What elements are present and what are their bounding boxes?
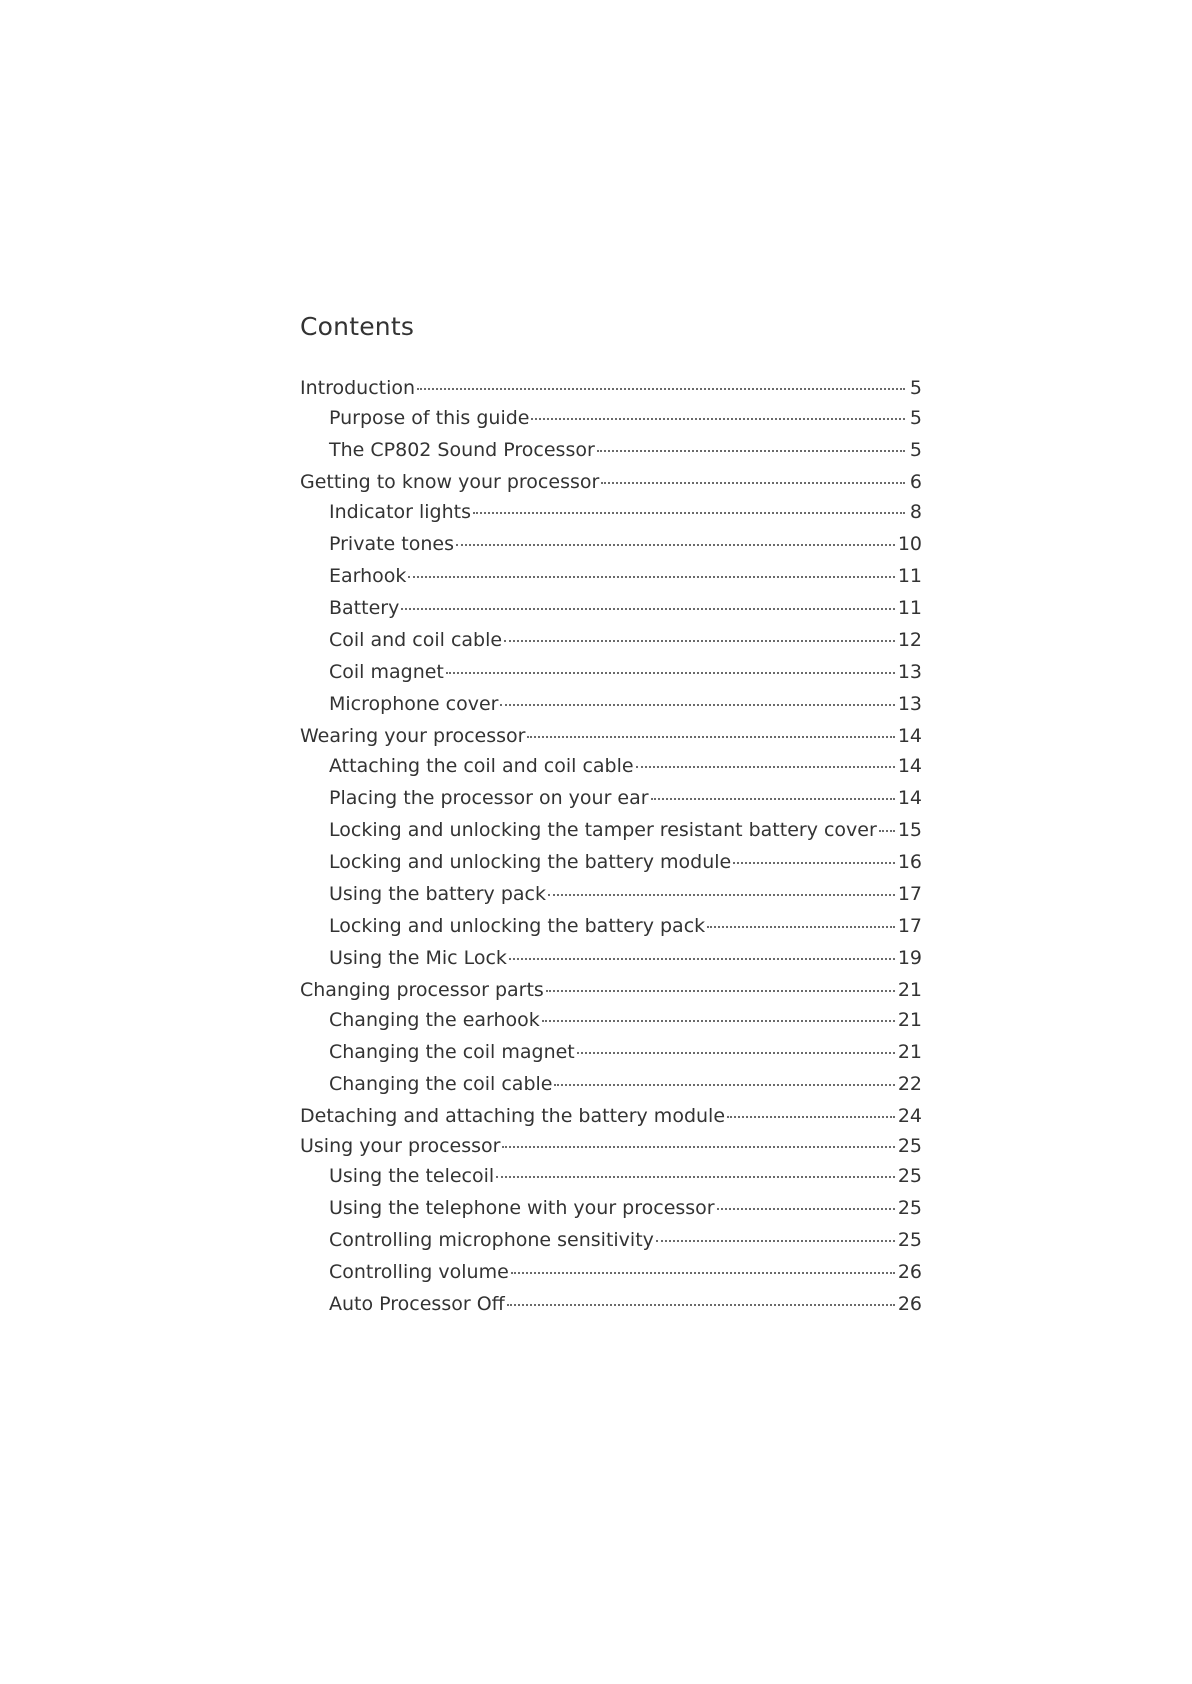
toc-entry-subsection[interactable]: [300, 1009, 922, 1041]
toc-entry-page-number: 13: [897, 661, 922, 683]
toc-entry-subsection[interactable]: [300, 1293, 922, 1325]
toc-entry-subsection[interactable]: [300, 1261, 922, 1293]
dot-leader: [656, 1240, 895, 1242]
toc-entry-page-number: 15: [897, 819, 922, 841]
dot-leader: [733, 862, 895, 864]
toc-entry-label: Changing the coil magnet: [329, 1041, 575, 1063]
dot-leader: [504, 640, 895, 642]
toc-entry-label: Controlling microphone sensitivity: [329, 1229, 654, 1251]
toc-entry-page-number: 14: [897, 725, 922, 747]
toc-entry-page-number: 26: [897, 1293, 922, 1315]
dot-leader: [496, 1176, 895, 1178]
toc-entry-page-number: 21: [897, 979, 922, 1001]
toc-entry-subsection[interactable]: [300, 1197, 922, 1229]
toc-entry-page-number: 11: [897, 597, 922, 619]
table-of-contents: [300, 377, 922, 1325]
dot-leader: [636, 766, 895, 768]
toc-entry-subsection[interactable]: [300, 1229, 922, 1261]
toc-entry-subsection[interactable]: [300, 629, 922, 661]
toc-entry-label: Microphone cover: [329, 693, 499, 715]
toc-entry-subsection[interactable]: [300, 597, 922, 629]
toc-entry-page-number: 5: [909, 439, 922, 461]
toc-entry-page-number: 5: [909, 407, 922, 429]
dot-leader: [401, 608, 894, 610]
toc-entry-page-number: 25: [897, 1229, 922, 1251]
toc-entry-label: Using the telecoil: [329, 1165, 495, 1187]
toc-entry-label: Coil magnet: [329, 661, 444, 683]
toc-entry-label: Using the telephone with your processor: [329, 1197, 715, 1219]
toc-entry-label: Locking and unlocking the tamper resistant battery cover: [329, 819, 877, 841]
toc-entry-page-number: 12: [897, 629, 922, 651]
toc-entry-page-number: 21: [897, 1009, 922, 1031]
toc-entry-subsection[interactable]: [300, 755, 922, 787]
dot-leader: [473, 512, 905, 514]
toc-entry-label: Wearing your processor: [300, 725, 526, 747]
toc-entry-section[interactable]: [300, 1135, 922, 1165]
dot-leader: [408, 576, 894, 578]
dot-leader: [446, 672, 895, 674]
toc-entry-section[interactable]: [300, 1105, 922, 1135]
toc-entry-page-number: 25: [897, 1135, 922, 1157]
dot-leader: [554, 1084, 894, 1086]
toc-entry-page-number: 11: [897, 565, 922, 587]
toc-entry-label: Introduction: [300, 377, 416, 399]
toc-entry-page-number: 6: [909, 471, 922, 493]
toc-entry-section[interactable]: [300, 979, 922, 1009]
toc-entry-page-number: 21: [897, 1041, 922, 1063]
toc-entry-subsection[interactable]: [300, 693, 922, 725]
toc-entry-subsection[interactable]: [300, 565, 922, 597]
toc-entry-label: Private tones: [329, 533, 454, 555]
dot-leader: [546, 990, 895, 992]
toc-entry-label: Coil and coil cable: [329, 629, 503, 651]
toc-entry-label: Purpose of this guide: [329, 407, 530, 429]
toc-entry-subsection[interactable]: [300, 1041, 922, 1073]
toc-entry-label: Battery: [329, 597, 400, 619]
toc-entry-page-number: 10: [897, 533, 922, 555]
toc-entry-page-number: 22: [897, 1073, 922, 1095]
dot-leader: [417, 388, 905, 390]
toc-entry-page-number: 25: [897, 1197, 922, 1219]
dot-leader: [707, 926, 895, 928]
toc-entry-page-number: 14: [897, 755, 922, 777]
dot-leader: [548, 894, 895, 896]
dot-leader: [577, 1052, 895, 1054]
toc-entry-page-number: 13: [897, 693, 922, 715]
toc-entry-page-number: 17: [897, 883, 922, 905]
toc-entry-page-number: 26: [897, 1261, 922, 1283]
page-title: Contents: [300, 312, 415, 341]
toc-entry-label: Indicator lights: [329, 501, 472, 523]
toc-entry-label: Using the Mic Lock: [329, 947, 507, 969]
dot-leader: [597, 450, 905, 452]
dot-leader: [651, 798, 895, 800]
toc-entry-label: Changing processor parts: [300, 979, 544, 1001]
toc-entry-subsection[interactable]: [300, 661, 922, 693]
toc-entry-label: Using the battery pack: [329, 883, 546, 905]
toc-entry-page-number: 19: [897, 947, 922, 969]
toc-entry-label: Changing the coil cable: [329, 1073, 553, 1095]
toc-entry-label: Attaching the coil and coil cable: [329, 755, 634, 777]
toc-entry-subsection[interactable]: [300, 787, 922, 819]
dot-leader: [717, 1208, 895, 1210]
dot-leader: [527, 736, 894, 738]
toc-entry-page-number: 14: [897, 787, 922, 809]
toc-entry-subsection[interactable]: [300, 947, 922, 979]
toc-entry-page-number: 25: [897, 1165, 922, 1187]
dot-leader: [456, 544, 895, 546]
toc-entry-subsection[interactable]: [300, 533, 922, 565]
toc-entry-subsection[interactable]: [300, 1165, 922, 1197]
toc-entry-label: Auto Processor Off: [329, 1293, 505, 1315]
toc-entry-page-number: 8: [909, 501, 922, 523]
toc-entry-label: Earhook: [329, 565, 407, 587]
dot-leader: [511, 1272, 895, 1274]
toc-entry-label: Detaching and attaching the battery module: [300, 1105, 726, 1127]
toc-entry-section[interactable]: [300, 725, 922, 755]
toc-entry-label: Placing the processor on your ear: [329, 787, 649, 809]
toc-entry-page-number: 5: [909, 377, 922, 399]
toc-entry-label: Locking and unlocking the battery module: [329, 851, 732, 873]
toc-entry-subsection[interactable]: [300, 883, 922, 915]
toc-entry-subsection[interactable]: [300, 1073, 922, 1105]
toc-entry-subsection[interactable]: [300, 851, 922, 883]
dot-leader: [601, 482, 905, 484]
toc-entry-subsection[interactable]: [300, 501, 922, 533]
toc-entry-page-number: 17: [897, 915, 922, 937]
toc-entry-label: Locking and unlocking the battery pack: [329, 915, 706, 937]
dot-leader: [502, 1146, 894, 1148]
dot-leader: [542, 1020, 895, 1022]
toc-entry-subsection[interactable]: [300, 439, 922, 471]
dot-leader: [727, 1116, 895, 1118]
dot-leader: [879, 830, 895, 832]
toc-entry-page-number: 24: [897, 1105, 922, 1127]
toc-entry-section[interactable]: [300, 377, 922, 407]
toc-entry-label: The CP802 Sound Processor: [329, 439, 595, 461]
toc-entry-page-number: 16: [897, 851, 922, 873]
dot-leader: [500, 704, 894, 706]
toc-entry-label: Using your processor: [300, 1135, 501, 1157]
toc-entry-section[interactable]: [300, 471, 922, 501]
toc-entry-subsection[interactable]: [300, 819, 922, 851]
dot-leader: [507, 1304, 895, 1306]
toc-entry-label: Changing the earhook: [329, 1009, 540, 1031]
toc-entry-label: Controlling volume: [329, 1261, 509, 1283]
dot-leader: [531, 418, 905, 420]
toc-entry-subsection[interactable]: [300, 407, 922, 439]
toc-entry-subsection[interactable]: [300, 915, 922, 947]
dot-leader: [509, 958, 895, 960]
toc-entry-label: Getting to know your processor: [300, 471, 600, 493]
